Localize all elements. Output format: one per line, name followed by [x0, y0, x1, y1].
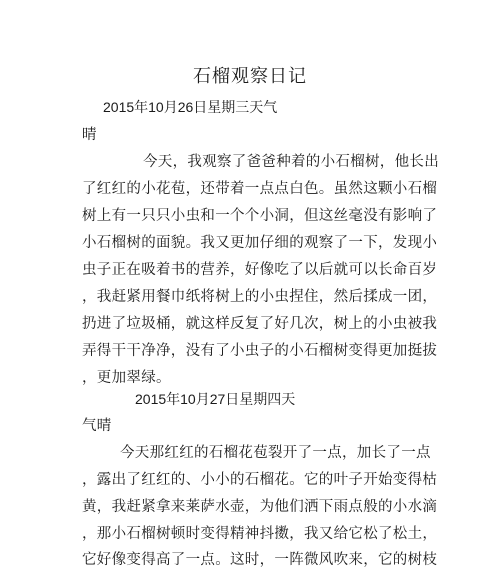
entry-1-line-9: ，更加翠绿。	[82, 370, 171, 386]
entry-1-line-7: 扔进了垃圾桶，就这样反复了好几次，树上的小虫被我	[82, 316, 438, 332]
entry-2-line-3: 黄，我赶紧拿来莱萨水壶，为他们洒下雨点般的小水滴	[82, 499, 438, 515]
entry-1-line-3: 树上有一只只小虫和一个个小洞，但这丝毫没有影响了	[82, 208, 438, 224]
entry-1-line-4: 小石榴树的面貌。我又更加仔细的观察了一下，发现小	[82, 235, 438, 251]
entry-2-line-1: 今天那红红的石榴花苞裂开了一点，加长了一点	[120, 445, 431, 461]
page-title: 石榴观察日记	[193, 66, 307, 87]
entry-1-line-1: 今天，我观察了爸爸种着的小石榴树，他长出	[143, 154, 439, 170]
entry-1-line-2: 了红红的小花苞，还带着一点点白色。虽然这颗小石榴	[82, 181, 438, 197]
entry-1-line-6: ，我赶紧用餐巾纸将树上的小虫捏住，然后揉成一团，	[82, 289, 438, 305]
entry-2-line-4: ，那小石榴树顿时变得精神抖擞，我又给它松了松土，	[82, 526, 438, 542]
entry-1-line-5: 虫子正在吸着书的营养，好像吃了以后就可以长命百岁	[82, 262, 438, 278]
entry-1-line-8: 弄得干干净净，没有了小虫子的小石榴树变得更加挺拔	[82, 343, 438, 359]
entry-2-line-5: 它好像变得高了一点。这时，一阵微风吹来，它的树枝	[82, 552, 438, 568]
entry-2-line-2: ，露出了红红的、小小的石榴花。它的叶子开始变得枯	[82, 472, 438, 488]
entry-2-weather: 气晴	[82, 418, 112, 434]
entry-1-weather: 晴	[82, 127, 97, 143]
entry-2-date: 2015年10月27日星期四天	[135, 391, 296, 407]
entry-1-date: 2015年10月26日星期三天气	[103, 99, 278, 115]
